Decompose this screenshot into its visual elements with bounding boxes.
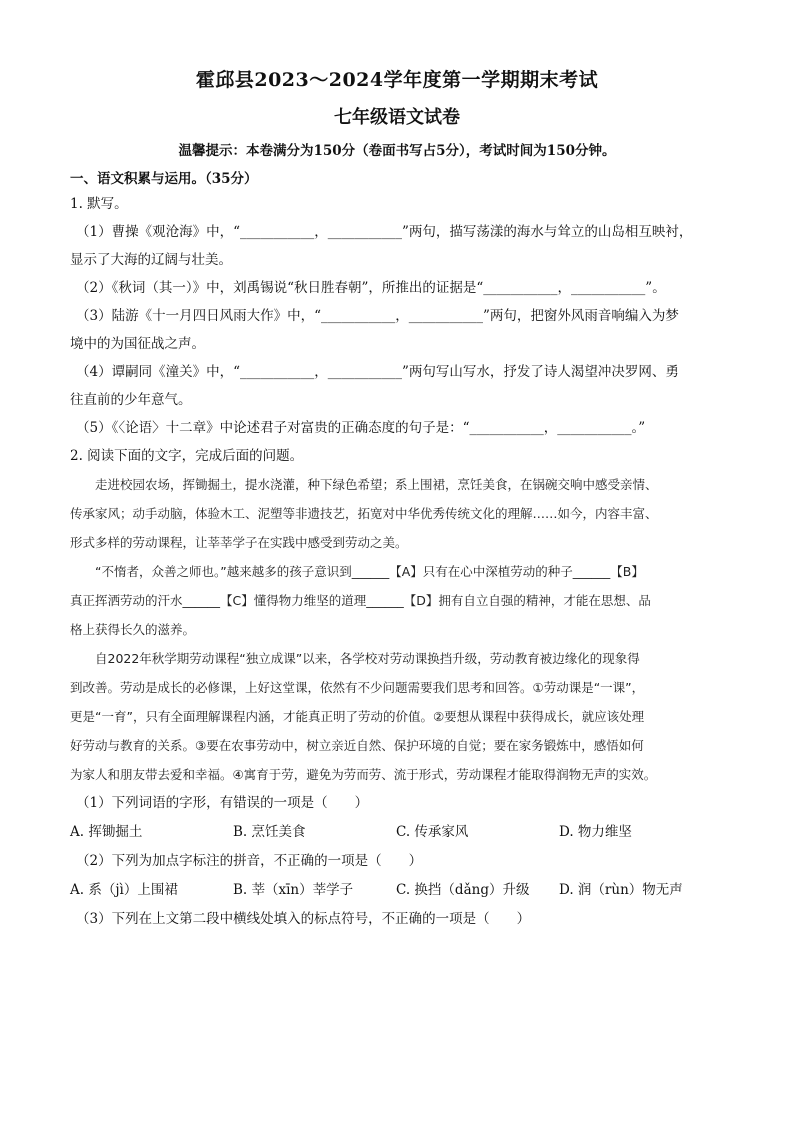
- exam-tip: 温馨提示：本卷满分为150分（卷面书写占5分），考试时间为150分钟。: [178, 143, 616, 159]
- q1-item: （3）陆游《十一月四日风雨大作》中，“___________，___________”两句，把窗外风雨音响编入为梦: [76, 308, 679, 324]
- option-b[interactable]: B. 莘（xīn）莘学子: [233, 882, 354, 898]
- passage-line: 为家人和朋友带去爱和幸福。④寓育于劳，避免为劳而劳、流于形式，劳动课程才能取得润物无声的实效。: [70, 767, 657, 782]
- q1-item: 境中的为国征战之声。: [70, 336, 205, 352]
- passage-line: 到改善。劳动是成长的必修课，上好这堂课，依然有不少问题需要我们思考和回答。①劳动课是“一课”，: [70, 680, 645, 695]
- q1-item: 显示了大海的辽阔与壮美。: [70, 252, 232, 268]
- q1-item: （2）《秋词（其一）》中，刘禹锡说“秋日胜春朝”，所推出的证据是“___________，___________”。: [76, 280, 666, 296]
- q1-item: （1）曹操《观沧海》中，“___________，___________”两句，描写荡漾的海水与耸立的山岛相互映衬，: [76, 224, 693, 240]
- section-heading: 一、语文积累与运用。（35分）: [70, 171, 258, 187]
- exam-title: 霍邱县2023～2024学年度第一学期期末考试: [195, 69, 599, 91]
- passage-line: 更是“一育”，只有全面理解课程内涵，才能真正明了劳动的价值。②要想从课程中获得成长，就应该处理: [70, 709, 645, 724]
- exam-subtitle: 七年级语文试卷: [334, 107, 460, 128]
- option-d[interactable]: D. 物力维坚: [559, 824, 632, 840]
- passage-line: “不惰者，众善之师也。”越来越多的孩子意识到______【A】只有在心中深植劳动的种子______【B】: [95, 564, 644, 579]
- option-b[interactable]: B. 烹饪美食: [233, 824, 306, 840]
- q2-sub2-stem: （2）下列为加点字标注的拼音，不正确的一项是（ ）: [76, 853, 423, 869]
- option-a[interactable]: A. 挥锄掘土: [70, 824, 143, 840]
- passage-line: 传承家风；动手动脑，体验木工、泥塑等非遗技艺，拓宽对中华优秀传统文化的理解……如今，内容丰富、: [70, 506, 658, 521]
- passage-line: 走进校园农场，挥锄掘土，提水浇灌，种下绿色希望；系上围裙，烹饪美食，在锅碗交响中感受亲情、: [95, 477, 658, 492]
- q1-item: （5）《〈论语〉十二章》中论述君子对富贵的正确态度的句子是：“___________，___________。”: [76, 420, 646, 436]
- option-d[interactable]: D. 润（rùn）物无声: [559, 882, 683, 898]
- q2-sub1-stem: （1）下列词语的字形，有错误的一项是（ ）: [76, 795, 369, 811]
- passage-line: 格上获得长久的滋养。: [70, 622, 196, 637]
- q2-sub1-options: [70, 817, 724, 847]
- option-c[interactable]: C. 传承家风: [396, 824, 469, 840]
- passage-line: 好劳动与教育的关系。③要在农事劳动中，树立亲近自然、保护环境的自觉；要在家务锻炼中，感悟如何: [70, 738, 644, 753]
- passage-line: 自2022年秋学期劳动课程“独立成课”以来，各学校对劳动课换挡升级，劳动教育被边缘化的现象得: [95, 651, 640, 666]
- q2-sub2-options: [70, 875, 724, 905]
- option-a[interactable]: A. 系（jì）上围裙: [70, 882, 178, 898]
- q1-item: （4）谭嗣同《潼关》中，“___________，___________”两句写山写水，抒发了诗人渴望冲决罗网、勇: [76, 364, 679, 380]
- q1-stem: 1. 默写。: [70, 196, 128, 212]
- passage-line: 真正挥洒劳动的汗水______【C】懂得物力维坚的道理______【D】拥有自立自强的精神，才能在思想、品: [70, 593, 651, 608]
- q1-item: 往直前的少年意气。: [70, 392, 192, 408]
- option-c[interactable]: C. 换挡（dǎng）升级: [396, 882, 530, 898]
- q2-sub3-stem: （3）下列在上文第二段中横线处填入的标点符号，不正确的一项是（ ）: [76, 911, 531, 927]
- passage-line: 形式多样的劳动课程，让莘莘学子在实践中感受到劳动之美。: [70, 535, 408, 550]
- q2-stem: 2. 阅读下面的文字，完成后面的问题。: [70, 448, 304, 464]
